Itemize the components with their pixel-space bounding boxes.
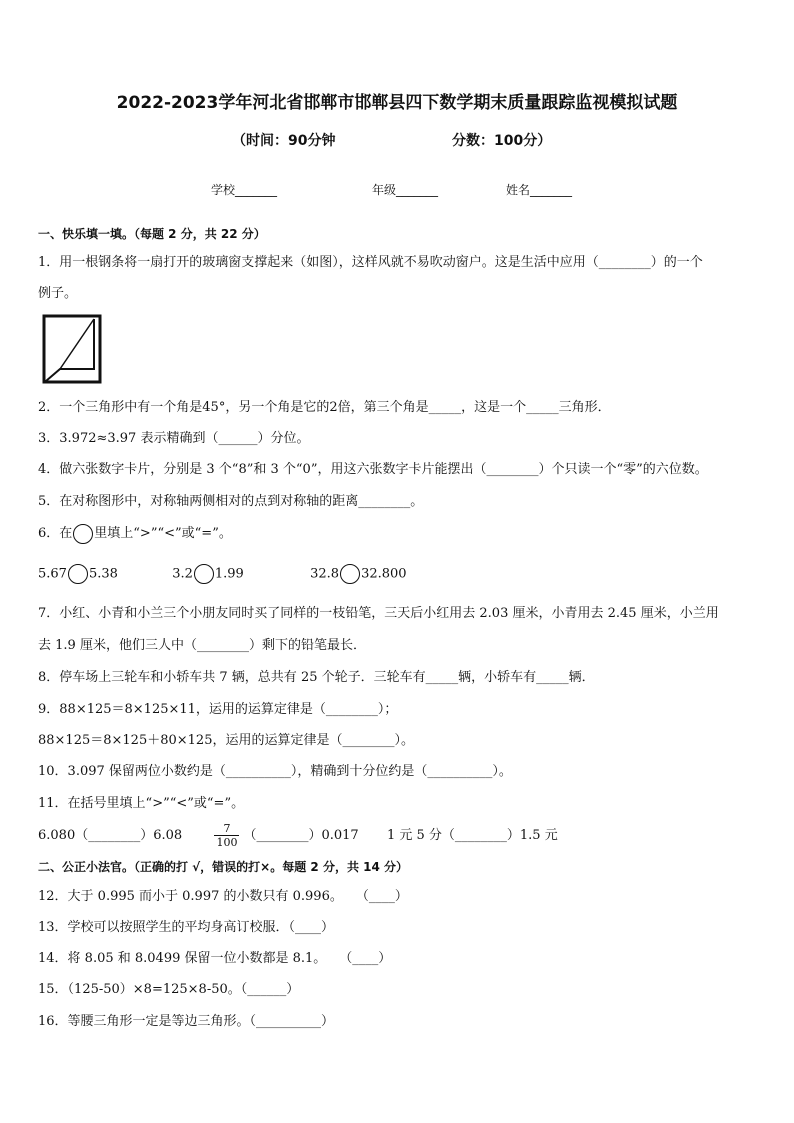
question-1-line-2: 例子。 [38, 286, 78, 301]
question-11-items [38, 822, 558, 849]
q6-b-circle [194, 564, 214, 584]
question-9-line-2: 88×125＝8×125＋80×125，运用的运算定律是（________）。 [38, 733, 414, 748]
comparison-circle [73, 524, 93, 544]
school-field: 学校_______ [211, 183, 278, 197]
question-6-suffix: 里填上“>”“<”或“=”。 [94, 526, 232, 541]
window-frame [44, 316, 100, 382]
question-7-line-1: 7．小红、小青和小兰三个小朋友同时买了同样的一枝铅笔，三天后小红用去 2.03 厘米，小青用去 2.45 厘米，小兰用 [38, 606, 719, 621]
question-15: 15．（125-50）×8=125×8-50。（______） [38, 982, 300, 997]
question-9-line-1: 9．88×125＝8×125×11，运用的运算定律是（________）； [38, 702, 398, 717]
fraction-numerator: 7 [214, 822, 239, 836]
q6-a-left: 5.67 [38, 566, 67, 582]
question-6-prefix: 6．在 [38, 526, 73, 541]
q6-c-circle [340, 564, 360, 584]
section-1-title: 一、快乐填一填。（每题 2 分，共 22 分） [38, 227, 266, 241]
q11-c: 1 元 5 分（________）1.5 元 [386, 828, 558, 843]
question-6 [38, 522, 232, 544]
question-6-items [38, 564, 407, 584]
question-7-line-2: 去 1.9 厘米，他们三人中（________）剩下的铅笔最长． [38, 638, 366, 653]
q11-fraction [214, 822, 239, 849]
support-bar [60, 319, 94, 369]
question-8: 8．停车场上三轮车和小轿车共 7 辆，总共有 25 个轮子．三轮车有_____辆，小轿车有_____辆． [38, 670, 595, 685]
q11-b: （________）0.017 [243, 828, 359, 843]
question-11: 11．在括号里填上“>”“<”或“=”。 [38, 796, 245, 811]
question-5: 5．在对称图形中，对称轴两侧相对的点到对称轴的距离________。 [38, 494, 424, 509]
name-field: 姓名_______ [506, 183, 573, 197]
question-12: 12．大于 0.995 而小于 0.997 的小数只有 0.996。 （____） [38, 889, 408, 904]
window-support-figure [40, 311, 104, 387]
q6-c-left: 32.8 [310, 566, 340, 582]
q6-a-circle [68, 564, 88, 584]
q6-b-left: 3.2 [172, 566, 193, 582]
q6-a-right: 5.38 [88, 566, 118, 582]
fraction-denominator: 100 [216, 836, 238, 849]
question-2: 2．一个三角形中有一个角是45°，另一个角是它的2倍，第三个角是_____，这是一个_____三角形． [38, 400, 611, 415]
section-2-title: 二、公正小法官。（正确的打 √，错误的打×。每题 2 分，共 14 分） [38, 860, 408, 874]
q6-c-right: 32.800 [361, 566, 407, 582]
q11-a: 6.080（________）6.08 [38, 828, 183, 843]
question-4: 4．做六张数字卡片，分别是 3 个“8”和 3 个“0”，用这六张数字卡片能摆出（________）个只读一个“零”的六位数。 [38, 462, 708, 477]
grade-field: 年级_______ [372, 183, 439, 197]
question-13: 13．学校可以按照学生的平均身高订校服．（____） [38, 920, 335, 935]
question-3: 3．3.972≈3.97 表示精确到（______）分位。 [38, 431, 310, 446]
question-16: 16．等腰三角形一定是等边三角形。（__________） [38, 1014, 335, 1029]
question-1-line-1: 1．用一根钢条将一扇打开的玻璃窗支撑起来（如图），这样风就不易吹动窗户。这是生活中应用（________）的一个 [38, 255, 703, 270]
question-14: 14．将 8.05 和 8.0499 保留一位小数都是 8.1。 （____） [38, 951, 392, 966]
exam-score: 分数：100分） [452, 133, 552, 149]
exam-time: （时间：90分钟 [232, 133, 336, 149]
question-10: 10．3.097 保留两位小数约是（__________），精确到十分位约是（__________）。 [38, 764, 512, 779]
q6-b-right: 1.99 [214, 566, 244, 582]
page-title: 2022-2023学年河北省邯郸市邯郸县四下数学期末质量跟踪监视模拟试题 [116, 93, 678, 113]
